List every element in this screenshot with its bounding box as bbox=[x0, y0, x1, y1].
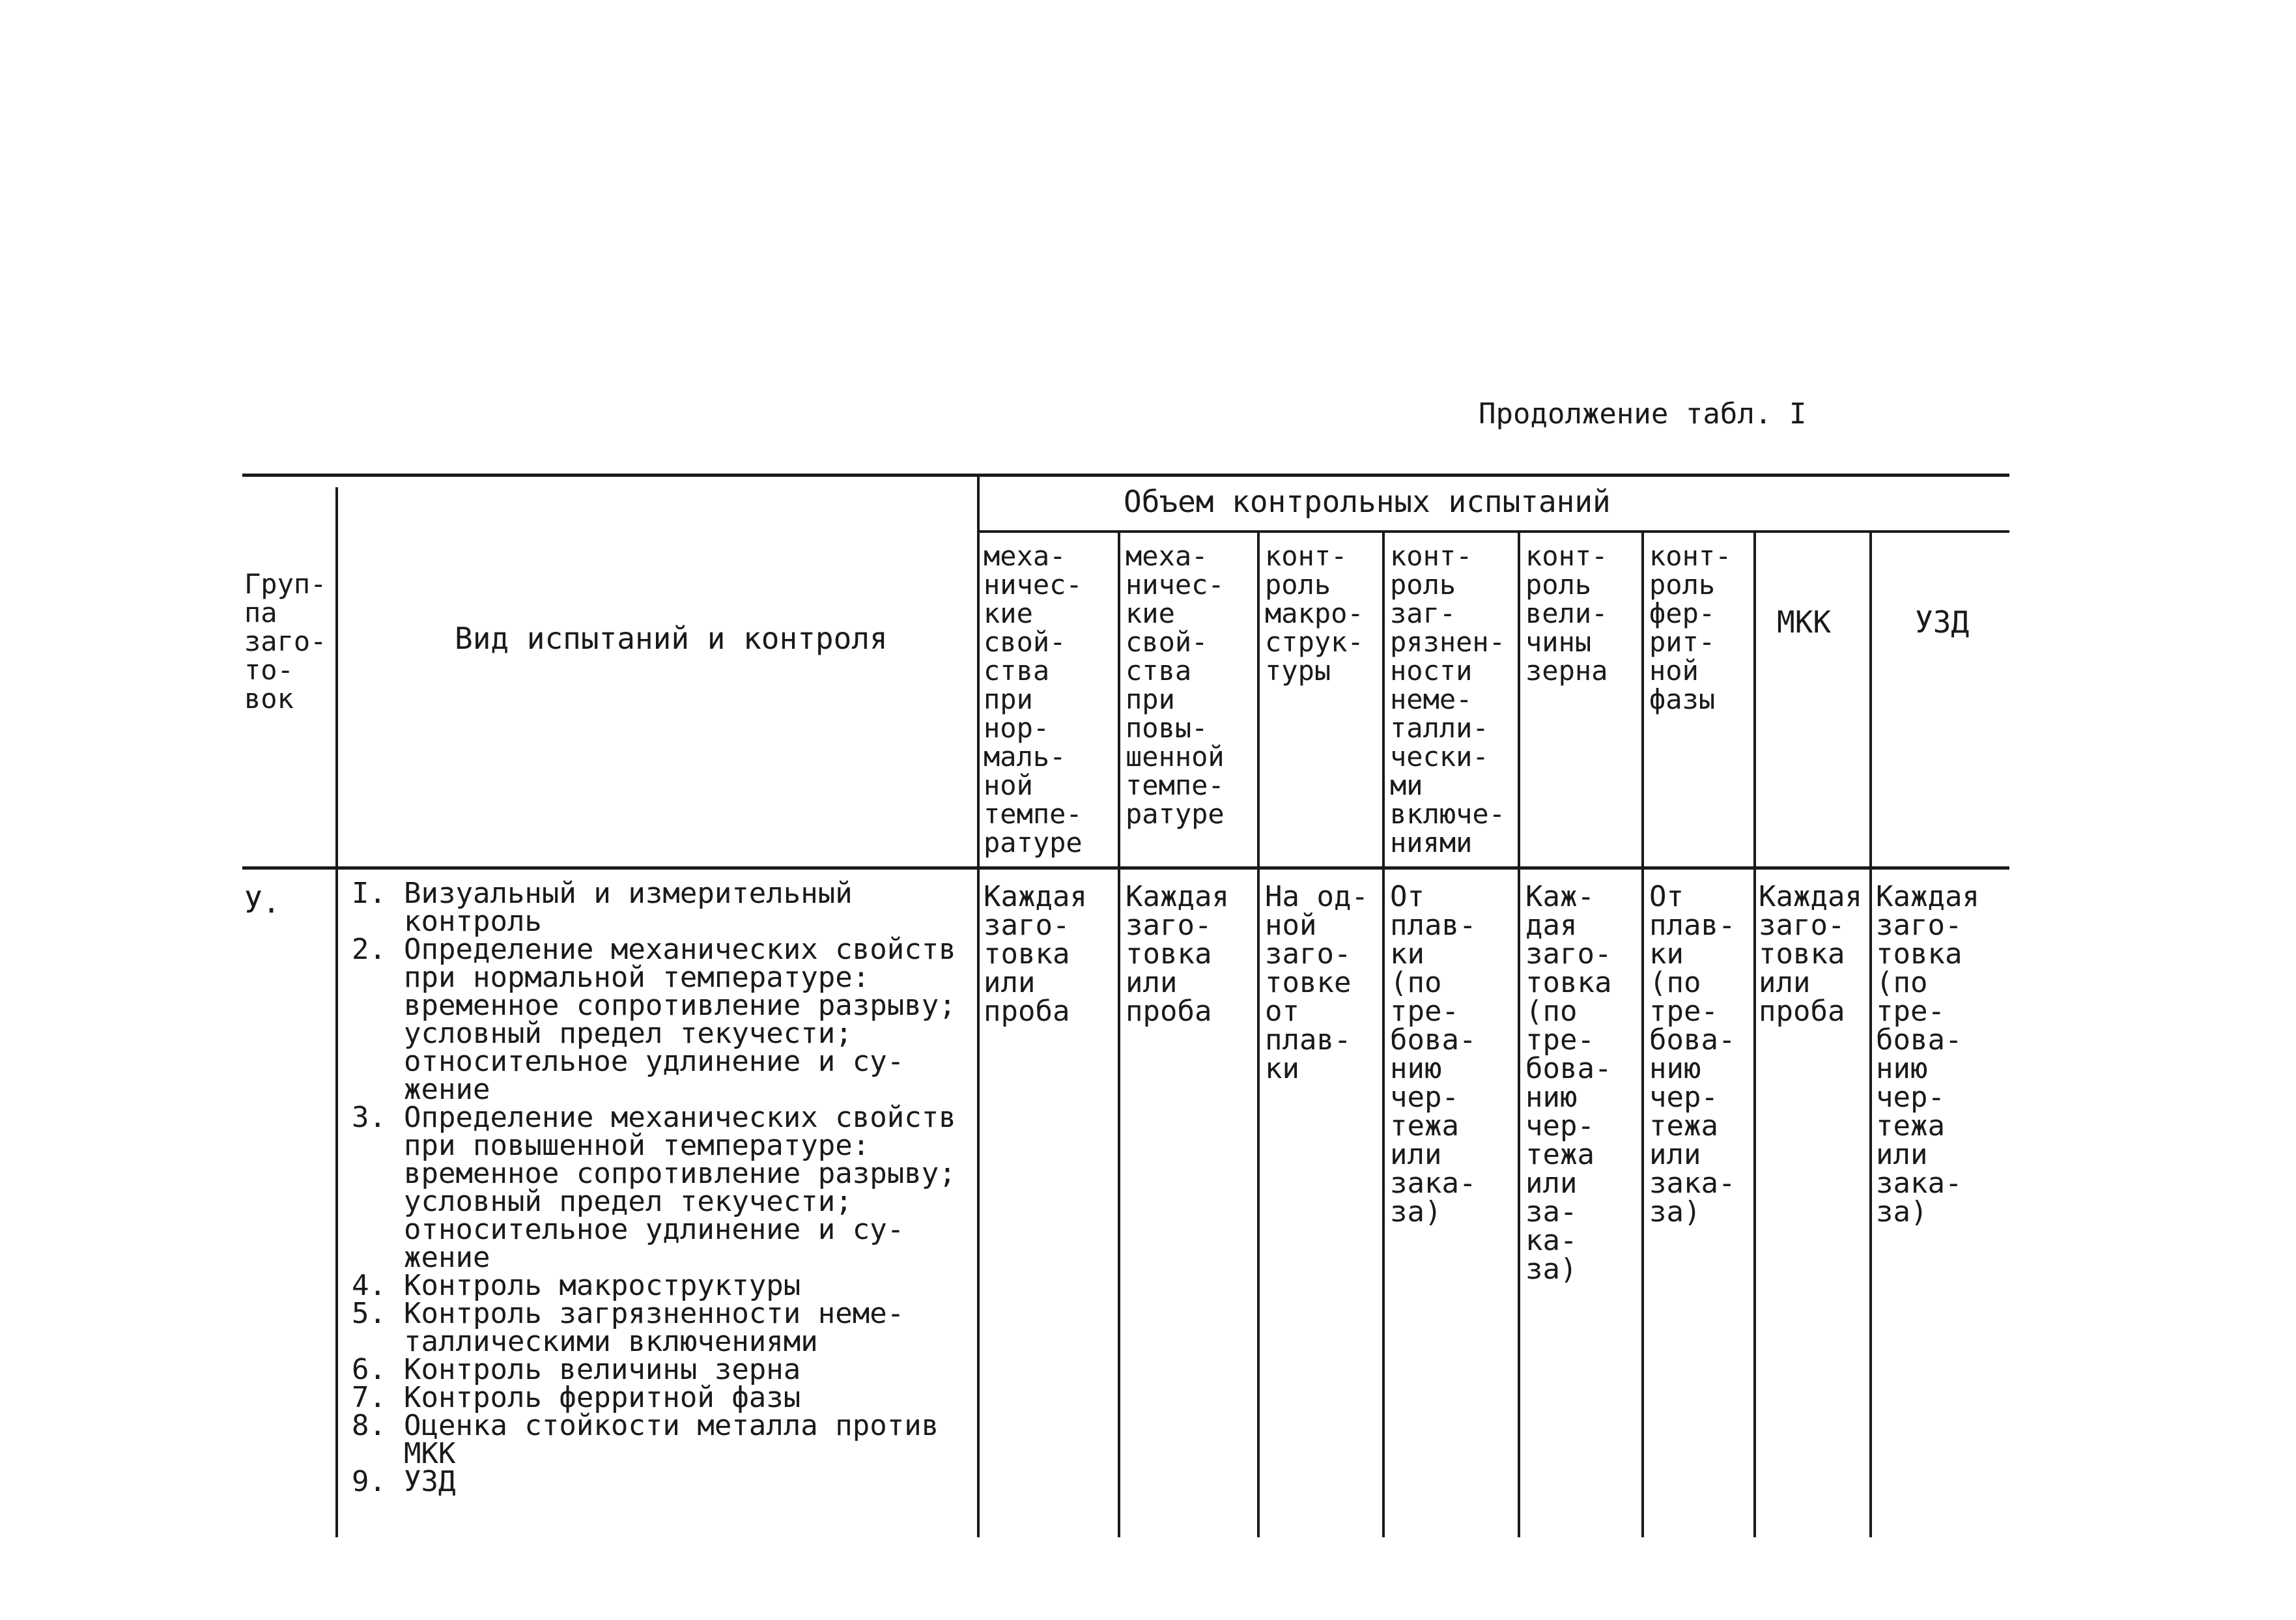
item-number: 4. bbox=[352, 1269, 386, 1302]
tests-list bbox=[345, 879, 984, 1496]
column-divider bbox=[335, 487, 338, 1537]
list-item bbox=[345, 877, 984, 938]
item-text: Контроль величины зерна bbox=[404, 1353, 801, 1386]
header-col-ferrite: конт- роль фер- рит- ной фазы bbox=[1649, 540, 1732, 715]
item-number: I. bbox=[352, 877, 386, 910]
table-top-rule bbox=[242, 474, 2009, 477]
value-ferrite: От плав- ки (по тре- бова- нию чер- тежа или зака- за) bbox=[1649, 880, 1736, 1229]
item-text: УЗД bbox=[404, 1465, 456, 1498]
column-divider bbox=[1257, 533, 1260, 1537]
value-inclusions: От плав- ки (по тре- бова- нию чер- тежа или зака- за) bbox=[1390, 880, 1477, 1229]
item-number: 2. bbox=[352, 933, 386, 966]
header-bottom-rule bbox=[242, 866, 2009, 870]
list-item bbox=[345, 933, 984, 1106]
value-mech-elevated: Каждая заго- товка или проба bbox=[1126, 880, 1229, 1028]
column-divider bbox=[1382, 533, 1385, 1537]
item-number: 7. bbox=[352, 1381, 386, 1414]
header-col-mech-normal: меха- ничес- кие свой- ства при нор- маль- ной темпе- ратуре bbox=[984, 540, 1083, 859]
column-divider bbox=[1118, 533, 1120, 1537]
list-item bbox=[345, 1409, 984, 1470]
list-item bbox=[345, 1353, 984, 1386]
list-item bbox=[345, 1103, 984, 1272]
header-col-uzd: УЗД bbox=[1915, 604, 1970, 640]
list-item bbox=[345, 1269, 984, 1302]
header-col-grain: конт- роль вели- чины зерна bbox=[1525, 540, 1608, 687]
item-text: Определение механических свойств при повышенной температуре: временное сопротивление разрыву; условный предел текучести; относительное удлинение и су- жение bbox=[404, 1101, 956, 1274]
column-divider bbox=[1518, 533, 1520, 1537]
column-divider bbox=[1869, 533, 1872, 1537]
column-divider bbox=[1753, 533, 1756, 1537]
value-mkk: Каждая заго- товка или проба bbox=[1759, 880, 1862, 1028]
header-col-macro: конт- роль макро- струк- туры bbox=[1265, 540, 1364, 687]
item-number: 6. bbox=[352, 1353, 386, 1386]
item-number: 3. bbox=[352, 1101, 386, 1134]
header-group: Груп- па заго- то- вок bbox=[244, 568, 327, 715]
value-macro: На од- ной заго- товке от плав- ки bbox=[1265, 880, 1368, 1085]
header-kind: Вид испытаний и контроля bbox=[455, 621, 888, 656]
item-number: 8. bbox=[352, 1409, 386, 1442]
list-item bbox=[345, 1297, 984, 1358]
item-text: Визуальный и измерительный контроль bbox=[404, 877, 853, 938]
item-number: 5. bbox=[352, 1297, 386, 1330]
list-item bbox=[345, 1381, 984, 1414]
value-mech-normal: Каждая заго- товка или проба bbox=[984, 880, 1087, 1028]
header-col-mech-elevated: меха- ничес- кие свой- ства при повы- шенной темпе- ратуре bbox=[1126, 540, 1225, 830]
item-text: Определение механических свойств при нормальной температуре: временное сопротивление разрыву; условный предел текучести; относительное удлинение и су- жение bbox=[404, 933, 956, 1106]
header-col-inclusions: конт- роль заг- рязнен- ности неме- талли- чески- ми включе- ниями bbox=[1390, 540, 1506, 859]
row-group: У. bbox=[244, 885, 281, 920]
list-item bbox=[345, 1465, 984, 1498]
item-text: Контроль макроструктуры bbox=[404, 1269, 801, 1302]
item-number: 9. bbox=[352, 1465, 386, 1498]
volume-header-rule bbox=[977, 530, 2009, 533]
value-grain: Каж- дая заго- товка (по тре- бова- нию чер- тежа или за- ка- за) bbox=[1525, 880, 1612, 1286]
item-text: Контроль загрязненности неме- таллическими включениями bbox=[404, 1297, 905, 1358]
item-text: Контроль ферритной фазы bbox=[404, 1381, 801, 1414]
table-caption: Продолжение табл. I bbox=[1479, 397, 1807, 431]
header-volume: Объем контрольных испытаний bbox=[1124, 484, 1611, 519]
header-col-mkk: МКК bbox=[1777, 604, 1832, 640]
column-divider bbox=[1641, 533, 1644, 1537]
value-uzd: Каждая заго- товка (по тре- бова- нию чер- тежа или зака- за) bbox=[1876, 880, 1979, 1229]
item-text: Оценка стойкости металла против МКК bbox=[404, 1409, 939, 1470]
